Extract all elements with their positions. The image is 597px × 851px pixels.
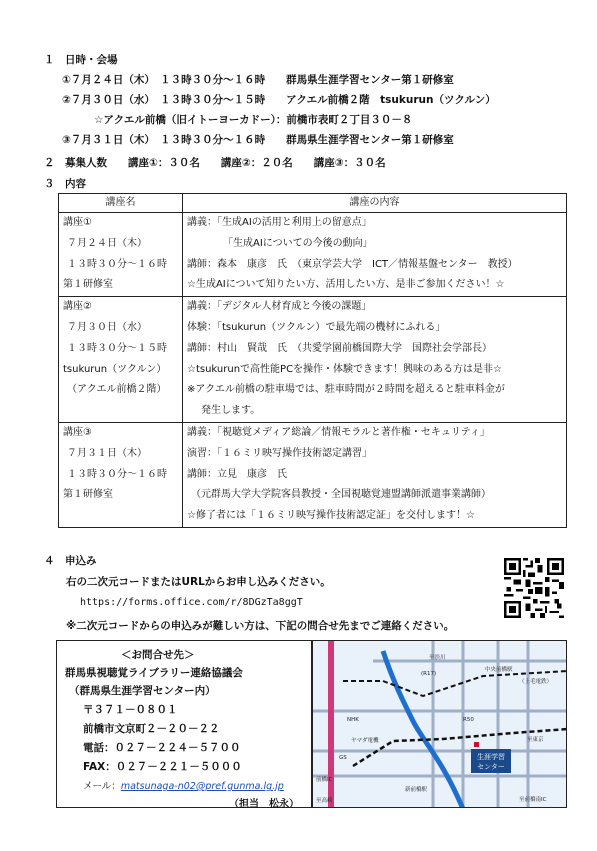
course-name-cell (59, 297, 183, 423)
course-venue: tsukurun（ツクルン） (63, 363, 167, 375)
svg-text:至前橋南IC: 至前橋南IC (519, 797, 547, 803)
course-venue: 第１研修室 (63, 279, 113, 291)
contact-person: （担当 松永） (229, 799, 299, 810)
content-line: 講義：「デジタル人材育成と今後の課題」 (187, 301, 372, 313)
contact-title: ＜お問合せ先＞ (121, 649, 195, 661)
table-row (59, 297, 567, 423)
schedule-line-3: ③７月３１日（木） １３時３０分～１６時 群馬県生涯学習センター第１研修室 (62, 134, 454, 146)
apply-url-link[interactable]: https://forms.office.com/r/8DGzTa8ggT (80, 597, 303, 608)
svg-text:至高崎: 至高崎 (316, 798, 333, 804)
access-map (312, 640, 567, 808)
svg-text:GS: GS (339, 755, 347, 761)
course-time: １３時３０分～１６時 (67, 258, 167, 270)
content-line: 発生します。 (201, 405, 261, 417)
content-line: ☆tsukurunで高性能PCを操作・体験できます！興味のある方は是非☆ (187, 363, 503, 375)
contact-tel: 電話：０２７－２２４－５７００ (83, 742, 241, 754)
course-date: ７月３１日（木） (67, 447, 147, 459)
section-3-heading: ３ 内容 (44, 178, 86, 190)
schedule-line-2: ②７月３０日（水） １３時３０分～１５時 アクエル前橋２階 tsukurun（ツクルン） (62, 94, 496, 106)
table-row (59, 422, 567, 527)
contact-box (56, 640, 312, 808)
content-line: 講師：村山 賢哉 氏 （共愛学園前橋国際大学 国際社会学部長） (187, 342, 492, 354)
table-header-row (59, 194, 567, 213)
apply-note: ※二次元コードからの申込みが難しい方は、下記の問合せ先までご連絡ください。 (66, 620, 455, 632)
course-date: ７月３０日（水） (67, 321, 147, 333)
contact-org-sub: （群馬県生涯学習センター内） (69, 685, 216, 697)
svg-text:R50: R50 (463, 717, 474, 723)
content-line: 体験：「tsukurun（ツクルン）で最先端の機材にふれる」 (187, 321, 446, 333)
contact-mail-row (83, 778, 284, 792)
course-label: 講座① (63, 217, 92, 228)
svg-text:至東京: 至東京 (527, 737, 544, 743)
course-content-cell (183, 213, 567, 297)
content-line: 講師：立見 康彦 氏 (187, 468, 287, 480)
map-center-label-1: 生涯学習 (477, 753, 505, 761)
map-svg (313, 641, 567, 808)
map-center-label-2: センター (477, 763, 505, 771)
apply-instruction: 右の二次元コードまたはURLからお申し込みください。 (66, 576, 331, 588)
contact-mail-label: メール： (83, 781, 121, 792)
svg-text:ヤマダ電機: ヤマダ電機 (351, 738, 379, 744)
course-venue: 第１研修室 (63, 489, 113, 501)
section-4-heading: ４ 申込み (44, 555, 97, 567)
svg-text:前橋IC: 前橋IC (316, 777, 333, 783)
svg-text:新前橋駅: 新前橋駅 (405, 787, 428, 793)
column-header-name: 講座名 (59, 194, 183, 213)
course-content-cell (183, 422, 567, 527)
svg-text:至渋川: 至渋川 (429, 655, 446, 661)
course-date: ７月２４日（木） (67, 237, 147, 249)
section-2-capacity: ２ 募集人数 講座①：３０名 講座②：２０名 講座③：３０名 (44, 157, 386, 169)
content-line: 講義：「生成AIの活用と利用上の留意点」 (187, 217, 372, 228)
content-line: 演習：「１６ミリ映写操作技術認定講習」 (187, 447, 372, 459)
venue-note: ☆アクエル前橋（旧イトーヨーカドー）：前橋市表町２丁目３０－８ (94, 114, 413, 126)
content-line: 「生成AIについての今後の動向」 (223, 237, 373, 249)
course-venue-note: （アクエル前橋２階） (67, 384, 167, 396)
content-line: 講師：森本 康彦 氏 （東京学芸大学 ICT／情報基盤センター 教授） (187, 258, 518, 270)
contact-address: 前橋市文京町２－２０－２２ (83, 723, 220, 735)
qr-code-icon[interactable] (504, 558, 564, 618)
course-content-cell (183, 297, 567, 423)
table-row (59, 213, 567, 297)
svg-text:NHK: NHK (347, 717, 359, 723)
contact-org: 群馬県視聴覚ライブラリー連絡協議会 (65, 667, 243, 679)
svg-text:中央前橋駅: 中央前橋駅 (485, 667, 513, 673)
content-line: ※アクエル前橋の駐車場では、駐車時間が２時間を超えると駐車料金が (187, 384, 505, 396)
contact-fax: FAX：０２７－２２１－５０００ (83, 761, 242, 773)
column-header-content: 講座の内容 (183, 194, 567, 213)
content-line: ☆修了者には「１６ミリ映写操作技術認定証」を交付します！☆ (187, 510, 475, 522)
svg-text:(R17): (R17) (421, 671, 437, 677)
content-line: 講義：「視聴覚メディア総論／情報モラルと著作権・セキュリティ」 (187, 426, 490, 438)
section-1-heading: １ 日時・会場 (44, 54, 118, 66)
svg-text:（上毛電鉄）: （上毛電鉄） (519, 679, 553, 685)
course-table (58, 193, 567, 528)
course-time: １３時３０分～１５時 (67, 342, 167, 354)
course-time: １３時３０分～１６時 (67, 468, 167, 480)
content-line: ☆生成AIについて知りたい方、活用したい方、是非ご参加ください！☆ (187, 279, 505, 291)
course-name-cell (59, 213, 183, 297)
map-destination-marker (474, 742, 479, 747)
content-line: （元群馬大学大学院客員教授・全国視聴覚連盟講師派遣事業講師） (191, 489, 491, 501)
course-label: 講座② (63, 301, 92, 313)
contact-email-link[interactable]: matsunaga-n02@pref.gunma.lg.jp (120, 781, 284, 792)
course-name-cell (59, 422, 183, 527)
course-label: 講座③ (63, 426, 92, 438)
schedule-line-1: ①７月２４日（木） １３時３０分～１６時 群馬県生涯学習センター第１研修室 (62, 74, 454, 86)
contact-postal: 〒３７１－０８０１ (83, 704, 178, 716)
